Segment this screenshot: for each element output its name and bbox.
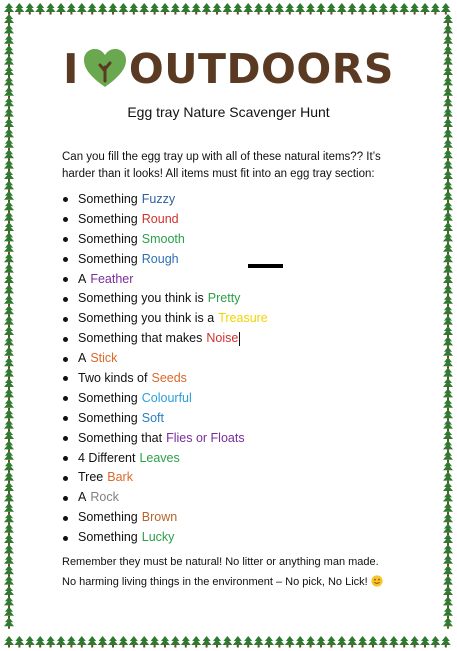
pine-tree-icon: [160, 636, 170, 648]
pine-tree-icon: [420, 636, 430, 648]
pine-tree-icon: [129, 3, 139, 15]
pine-tree-icon: [56, 3, 66, 15]
item-highlight: Feather: [90, 271, 134, 286]
scavenger-list: [62, 190, 268, 548]
pine-tree-icon: [14, 636, 24, 648]
pine-tree-icon: [368, 3, 378, 15]
pine-tree-icon: [4, 430, 14, 442]
item-highlight: Round: [141, 211, 179, 226]
logo: [0, 40, 457, 98]
pine-tree-icon: [202, 636, 212, 648]
item-prefix: Something: [78, 192, 138, 206]
pine-tree-icon: [129, 636, 139, 648]
pine-tree-icon: [441, 636, 451, 648]
pine-tree-icon: [233, 636, 243, 648]
footer-line-2-text: No harming living things in the environment – No pick, No Lick!: [62, 576, 368, 588]
pine-tree-icon: [25, 3, 35, 15]
item-prefix: Something: [78, 251, 138, 266]
pine-tree-icon: [4, 513, 14, 525]
pine-tree-icon: [4, 336, 14, 348]
pine-tree-icon: [285, 636, 295, 648]
list-item: [62, 190, 268, 210]
pine-tree-icon: [443, 430, 453, 442]
pine-tree-icon: [443, 274, 453, 286]
pine-tree-icon: [443, 409, 453, 421]
pine-tree-icon: [4, 461, 14, 473]
pine-tree-icon: [181, 3, 191, 15]
pine-tree-icon: [4, 503, 14, 515]
pine-tree-icon: [4, 274, 14, 286]
item-prefix: Something: [78, 211, 138, 226]
intro-text: Can you fill the egg tray up with all of these natural items?? It’s harder than it looks! All items must fit into an egg tray section:: [62, 151, 381, 180]
pine-tree-icon: [358, 3, 368, 15]
pine-tree-icon: [378, 636, 388, 648]
pine-tree-icon: [77, 3, 87, 15]
pine-tree-icon: [87, 636, 97, 648]
pine-tree-icon: [4, 160, 14, 172]
pine-tree-icon: [4, 128, 14, 140]
pine-tree-icon: [181, 636, 191, 648]
pine-tree-icon: [443, 232, 453, 244]
pine-tree-icon: [443, 524, 453, 536]
pine-tree-icon: [35, 636, 45, 648]
pine-tree-icon: [191, 636, 201, 648]
pine-tree-icon: [4, 368, 14, 380]
item-prefix: A: [78, 351, 87, 366]
pine-tree-icon: [4, 264, 14, 276]
pine-tree-icon: [4, 3, 14, 15]
pine-tree-icon: [4, 576, 14, 588]
pine-tree-icon: [443, 347, 453, 359]
pine-tree-icon: [254, 3, 264, 15]
item-prefix: Something: [78, 510, 138, 525]
pine-tree-icon: [4, 388, 14, 400]
bullet-icon: [63, 536, 68, 541]
pine-tree-icon: [443, 513, 453, 525]
item-highlight: Soft: [141, 410, 165, 425]
pine-tree-icon: [108, 3, 118, 15]
item-prefix: Tree: [78, 470, 104, 485]
pine-tree-icon: [443, 420, 453, 432]
pine-tree-icon: [4, 586, 14, 598]
pine-tree-icon: [410, 3, 420, 15]
item-highlight: Treasure: [218, 311, 268, 326]
list-item: [62, 508, 268, 528]
pine-tree-icon: [443, 492, 453, 504]
pine-tree-icon: [443, 565, 453, 577]
pine-tree-icon: [443, 128, 453, 140]
pine-tree-icon: [222, 3, 232, 15]
pine-tree-icon: [358, 636, 368, 648]
pine-tree-icon: [4, 253, 14, 265]
pine-tree-icon: [222, 636, 232, 648]
footer-line-2: [62, 572, 422, 592]
pine-tree-icon: [443, 472, 453, 484]
pine-tree-icon: [443, 357, 453, 369]
pine-tree-icon: [443, 617, 453, 629]
pine-tree-icon: [347, 636, 357, 648]
pine-tree-icon: [316, 3, 326, 15]
heart-tree-icon: [83, 47, 127, 91]
pine-tree-icon: [443, 440, 453, 452]
item-highlight: Lucky: [141, 530, 175, 545]
pine-tree-icon: [443, 170, 453, 182]
pine-tree-icon: [443, 451, 453, 463]
pine-tree-icon: [443, 139, 453, 151]
pine-tree-icon: [170, 3, 180, 15]
pine-tree-icon: [4, 326, 14, 338]
pine-tree-icon: [4, 420, 14, 432]
pine-tree-icon: [306, 3, 316, 15]
list-item: [62, 488, 268, 508]
pine-tree-icon: [4, 316, 14, 328]
pine-tree-icon: [4, 139, 14, 151]
pine-tree-icon: [4, 357, 14, 369]
pine-tree-icon: [443, 253, 453, 265]
bullet-icon: [63, 436, 68, 441]
pine-tree-icon: [4, 636, 14, 648]
pine-tree-icon: [98, 3, 108, 15]
list-item: [62, 409, 268, 429]
list-item: [62, 270, 268, 290]
pine-tree-icon: [443, 368, 453, 380]
list-item: [62, 429, 268, 449]
pine-tree-icon: [337, 636, 347, 648]
item-prefix: Something you think is: [78, 291, 204, 306]
pine-tree-icon: [443, 191, 453, 203]
item-prefix: Something: [78, 390, 138, 405]
pine-tree-icon: [4, 544, 14, 556]
list-item: [62, 250, 268, 270]
pine-tree-icon: [441, 3, 451, 15]
pine-tree-icon: [443, 336, 453, 348]
bullet-icon: [63, 317, 68, 322]
bullet-icon: [63, 476, 68, 481]
pine-tree-icon: [399, 636, 409, 648]
pine-tree-icon: [443, 399, 453, 411]
item-highlight: Smooth: [141, 231, 185, 246]
logo-word: OUTDOORS: [128, 44, 394, 93]
pine-tree-icon: [4, 191, 14, 203]
pine-tree-icon: [150, 3, 160, 15]
pine-tree-icon: [443, 596, 453, 608]
pine-tree-icon: [212, 636, 222, 648]
pine-tree-icon: [4, 201, 14, 213]
pine-tree-icon: [347, 3, 357, 15]
pine-tree-icon: [108, 636, 118, 648]
item-highlight: Colourful: [141, 390, 192, 405]
pine-tree-icon: [4, 243, 14, 255]
smiley-icon: [371, 575, 383, 587]
bullet-icon: [63, 297, 68, 302]
pine-tree-icon: [254, 636, 264, 648]
item-prefix: A: [78, 271, 87, 286]
pine-tree-icon: [443, 264, 453, 276]
pine-tree-icon: [443, 201, 453, 213]
list-item: [62, 468, 268, 488]
pine-tree-icon: [243, 636, 253, 648]
bullet-icon: [63, 357, 68, 362]
pine-tree-icon: [118, 3, 128, 15]
bullet-icon: [63, 496, 68, 501]
pine-tree-icon: [443, 378, 453, 390]
pine-tree-icon: [443, 316, 453, 328]
item-prefix: 4 Different: [78, 450, 136, 465]
list-item: [62, 349, 268, 369]
pine-tree-icon: [139, 3, 149, 15]
item-highlight: Seeds: [151, 371, 187, 386]
pine-tree-icon: [326, 3, 336, 15]
pine-tree-icon: [443, 503, 453, 515]
pine-tree-icon: [274, 636, 284, 648]
bullet-icon: [63, 416, 68, 421]
item-prefix: Two kinds of: [78, 371, 148, 386]
footer-line-1: Remember they must be natural! No litter or anything man made.: [62, 556, 379, 568]
pine-tree-icon: [66, 636, 76, 648]
pine-tree-icon: [4, 24, 14, 36]
pine-tree-icon: [4, 440, 14, 452]
pine-tree-icon: [150, 636, 160, 648]
pine-tree-icon: [160, 3, 170, 15]
pine-tree-icon: [337, 3, 347, 15]
pine-tree-icon: [4, 482, 14, 494]
pine-tree-icon: [46, 636, 56, 648]
pine-tree-icon: [4, 222, 14, 234]
bullet-icon: [63, 456, 68, 461]
pine-tree-icon: [443, 461, 453, 473]
pine-tree-icon: [264, 636, 274, 648]
pine-tree-icon: [443, 149, 453, 161]
pine-tree-icon: [4, 232, 14, 244]
bullet-icon: [63, 197, 68, 202]
pine-tree-icon: [443, 295, 453, 307]
pine-tree-icon: [295, 636, 305, 648]
pine-tree-icon: [4, 409, 14, 421]
item-prefix: Something that makes: [78, 331, 203, 346]
bullet-icon: [63, 396, 68, 401]
pine-tree-icon: [233, 3, 243, 15]
pine-tree-icon: [191, 3, 201, 15]
pine-tree-icon: [4, 607, 14, 619]
item-prefix: Something: [78, 231, 138, 246]
pine-tree-icon: [139, 636, 149, 648]
item-highlight: Noise: [206, 331, 239, 346]
pine-tree-icon: [35, 3, 45, 15]
item-prefix: Something that: [78, 430, 163, 445]
text-cursor: [239, 332, 240, 346]
pine-tree-icon: [443, 160, 453, 172]
pine-tree-icon: [66, 3, 76, 15]
pine-tree-icon: [285, 3, 295, 15]
pine-tree-icon: [98, 636, 108, 648]
pine-tree-icon: [443, 576, 453, 588]
list-item: [62, 210, 268, 230]
pine-tree-icon: [212, 3, 222, 15]
pine-tree-icon: [389, 636, 399, 648]
pine-tree-icon: [4, 347, 14, 359]
pine-tree-icon: [4, 565, 14, 577]
pine-tree-icon: [443, 544, 453, 556]
item-prefix: Something you think is a: [78, 311, 215, 326]
item-highlight: Leaves: [139, 450, 180, 465]
pine-tree-icon: [368, 636, 378, 648]
item-highlight: Flies or Floats: [166, 430, 245, 445]
item-highlight: Brown: [141, 510, 178, 525]
pine-tree-icon: [389, 3, 399, 15]
pine-tree-icon: [443, 586, 453, 598]
pine-tree-icon: [243, 3, 253, 15]
list-item: [62, 329, 268, 349]
pine-tree-icon: [4, 149, 14, 161]
list-item: [62, 528, 268, 548]
list-item: [62, 369, 268, 389]
pine-tree-icon: [443, 222, 453, 234]
pine-tree-icon: [25, 636, 35, 648]
pine-tree-icon: [170, 636, 180, 648]
pine-tree-icon: [4, 14, 14, 26]
item-highlight: Stick: [90, 351, 118, 366]
item-highlight: Rough: [141, 251, 179, 266]
item-highlight: Rock: [90, 490, 119, 505]
pine-tree-icon: [326, 636, 336, 648]
pine-tree-icon: [4, 212, 14, 224]
pine-tree-icon: [4, 555, 14, 567]
pine-tree-icon: [443, 24, 453, 36]
pine-tree-icon: [46, 3, 56, 15]
pine-tree-icon: [443, 607, 453, 619]
pine-tree-icon: [118, 636, 128, 648]
pine-tree-icon: [443, 14, 453, 26]
pine-tree-icon: [4, 472, 14, 484]
pine-tree-icon: [443, 212, 453, 224]
item-highlight: Pretty: [207, 291, 241, 306]
pine-tree-icon: [399, 3, 409, 15]
pine-tree-icon: [430, 636, 440, 648]
pine-tree-icon: [443, 180, 453, 192]
pine-tree-icon: [443, 482, 453, 494]
pine-tree-icon: [410, 636, 420, 648]
pine-tree-icon: [202, 3, 212, 15]
bullet-icon: [63, 257, 68, 262]
pine-tree-icon: [443, 555, 453, 567]
list-item: [62, 289, 268, 309]
pine-tree-icon: [420, 3, 430, 15]
bullet-icon: [63, 376, 68, 381]
pine-tree-icon: [443, 534, 453, 546]
footer: [62, 552, 422, 592]
pine-tree-icon: [4, 180, 14, 192]
pine-tree-icon: [4, 617, 14, 629]
item-highlight: Fuzzy: [141, 192, 176, 206]
bullet-icon: [63, 217, 68, 222]
pine-tree-icon: [4, 305, 14, 317]
pine-tree-icon: [274, 3, 284, 15]
bullet-icon: [63, 516, 68, 521]
pine-tree-icon: [4, 451, 14, 463]
bullet-icon: [63, 237, 68, 242]
item-prefix: Something: [78, 410, 138, 425]
pine-tree-icon: [4, 596, 14, 608]
pine-tree-icon: [443, 326, 453, 338]
pine-tree-icon: [4, 378, 14, 390]
pine-tree-icon: [56, 636, 66, 648]
bullet-icon: [63, 277, 68, 282]
item-prefix: A: [78, 490, 87, 505]
pine-tree-icon: [4, 524, 14, 536]
pine-tree-icon: [378, 3, 388, 15]
pine-tree-icon: [4, 492, 14, 504]
pine-tree-icon: [295, 3, 305, 15]
list-item: [62, 309, 268, 329]
pine-tree-icon: [306, 636, 316, 648]
pine-tree-icon: [4, 170, 14, 182]
item-highlight: Bark: [107, 470, 133, 485]
pine-tree-icon: [443, 305, 453, 317]
pine-tree-icon: [4, 534, 14, 546]
pine-tree-icon: [4, 399, 14, 411]
pine-tree-icon: [430, 3, 440, 15]
pine-tree-icon: [443, 284, 453, 296]
pine-tree-icon: [264, 3, 274, 15]
pine-tree-icon: [77, 636, 87, 648]
list-item: [62, 389, 268, 409]
pine-tree-icon: [4, 284, 14, 296]
list-item: [62, 230, 268, 250]
bullet-icon: [63, 337, 68, 342]
pine-tree-icon: [14, 3, 24, 15]
logo-letter: I: [63, 44, 79, 93]
item-prefix: Something: [78, 530, 138, 545]
pine-tree-icon: [316, 636, 326, 648]
pine-tree-icon: [443, 243, 453, 255]
pine-tree-icon: [4, 295, 14, 307]
list-item: [62, 449, 268, 469]
page-title: Egg tray Nature Scavenger Hunt: [127, 104, 330, 120]
pine-tree-icon: [443, 388, 453, 400]
pine-tree-icon: [87, 3, 97, 15]
